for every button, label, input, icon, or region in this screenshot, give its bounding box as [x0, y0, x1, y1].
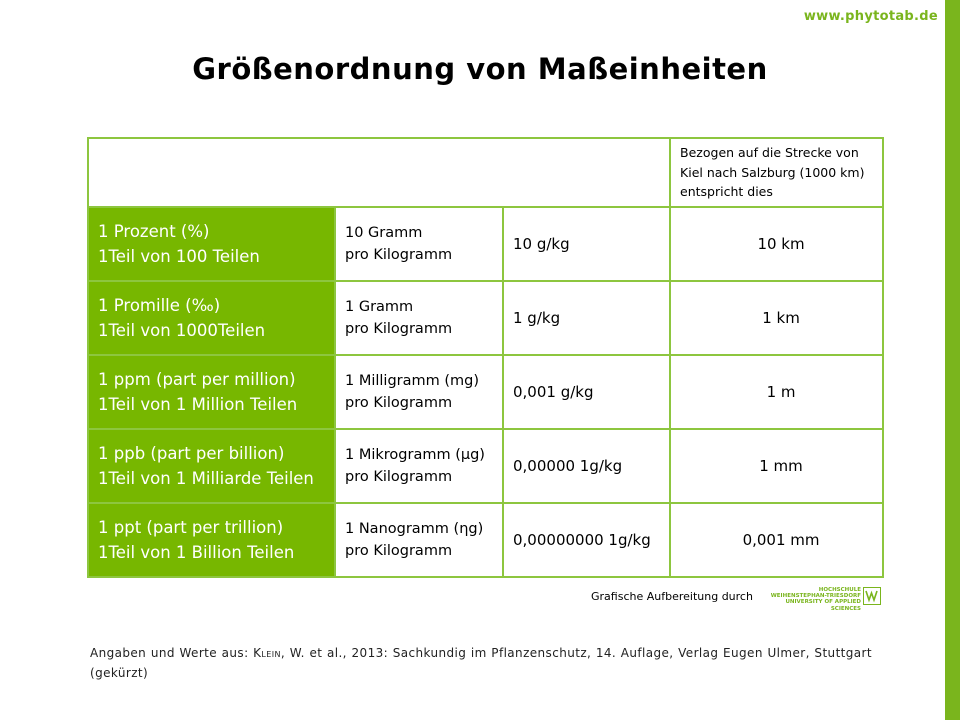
logo-emblem-icon: [863, 587, 881, 605]
value-cell: 10 g/kg: [503, 207, 670, 281]
value-cell: 1 g/kg: [503, 281, 670, 355]
table-row: [88, 429, 883, 503]
unit-name: 1 ppm (part per million): [98, 370, 296, 389]
units-table: [87, 137, 884, 578]
logo-line: HOCHSCHULE: [818, 587, 861, 593]
unit-description-cell: [335, 355, 503, 429]
university-logo[interactable]: [765, 587, 883, 612]
value-cell: 0,001 g/kg: [503, 355, 670, 429]
source-author: Klein: [253, 646, 281, 660]
value-cell: 0,00000 1g/kg: [503, 429, 670, 503]
unit-amount: 10 Gramm: [345, 225, 423, 241]
logo-line: WEIHENSTEPHAN-TRIESDORF: [770, 593, 861, 600]
distance-cell: 0,001 mm: [670, 503, 883, 577]
unit-name: 1 Prozent (%): [98, 222, 210, 241]
unit-fraction: 1Teil von 1 Million Teilen: [98, 395, 298, 414]
unit-name-cell: [88, 429, 335, 503]
unit-amount: 1 Milligramm (mg): [345, 373, 480, 389]
unit-reference: pro Kilogramm: [345, 247, 453, 263]
table-row: [88, 281, 883, 355]
unit-fraction: 1Teil von 1 Milliarde Teilen: [98, 469, 314, 488]
unit-name: 1 ppt (part per trillion): [98, 518, 284, 537]
logo-wordmark: [765, 587, 861, 612]
right-accent-bar: [945, 0, 960, 720]
logo-line: UNIVERSITY OF APPLIED SCIENCES: [785, 599, 861, 612]
source-details: , W. et al., 2013: Sachkundig im Pflanzenschutz, 14. Auflage, Verlag Eugen Ulmer, Stuttgart (gekürzt): [90, 646, 872, 680]
unit-name-cell: [88, 207, 335, 281]
unit-reference: pro Kilogramm: [345, 469, 453, 485]
unit-name-cell: [88, 503, 335, 577]
unit-name-cell: [88, 355, 335, 429]
unit-amount: 1 Mikrogramm (µg): [345, 447, 485, 463]
header-empty-cell: [88, 138, 670, 207]
distance-cell: 1 mm: [670, 429, 883, 503]
unit-name: 1 ppb (part per billion): [98, 444, 285, 463]
site-url[interactable]: www.phytotab.de: [803, 9, 938, 24]
unit-amount: 1 Nanogramm (ηg): [345, 521, 484, 537]
table-header-row: [88, 138, 883, 207]
unit-reference: pro Kilogramm: [345, 543, 453, 559]
unit-fraction: 1Teil von 1000Teilen: [98, 321, 266, 340]
unit-reference: pro Kilogramm: [345, 321, 453, 337]
unit-fraction: 1Teil von 1 Billion Teilen: [98, 543, 295, 562]
unit-description-cell: [335, 207, 503, 281]
unit-description-cell: [335, 503, 503, 577]
unit-name-cell: [88, 281, 335, 355]
unit-description-cell: [335, 429, 503, 503]
credit-text: Grafische Aufbereitung durch: [591, 590, 753, 603]
distance-cell: 1 m: [670, 355, 883, 429]
distance-cell: 1 km: [670, 281, 883, 355]
table-row: [88, 207, 883, 281]
table-row: [88, 355, 883, 429]
unit-fraction: 1Teil von 100 Teilen: [98, 247, 260, 266]
source-citation: [90, 643, 872, 683]
unit-amount: 1 Gramm: [345, 299, 414, 315]
source-prefix: Angaben und Werte aus:: [90, 646, 254, 660]
value-cell: 0,00000000 1g/kg: [503, 503, 670, 577]
header-note: Bezogen auf die Strecke von Kiel nach Salzburg (1000 km) entspricht dies: [670, 138, 883, 207]
distance-cell: 10 km: [670, 207, 883, 281]
unit-description-cell: [335, 281, 503, 355]
unit-name: 1 Promille (‰): [98, 296, 221, 315]
unit-reference: pro Kilogramm: [345, 395, 453, 411]
table-row: [88, 503, 883, 577]
page-title: Größenordnung von Maßeinheiten: [192, 52, 768, 86]
